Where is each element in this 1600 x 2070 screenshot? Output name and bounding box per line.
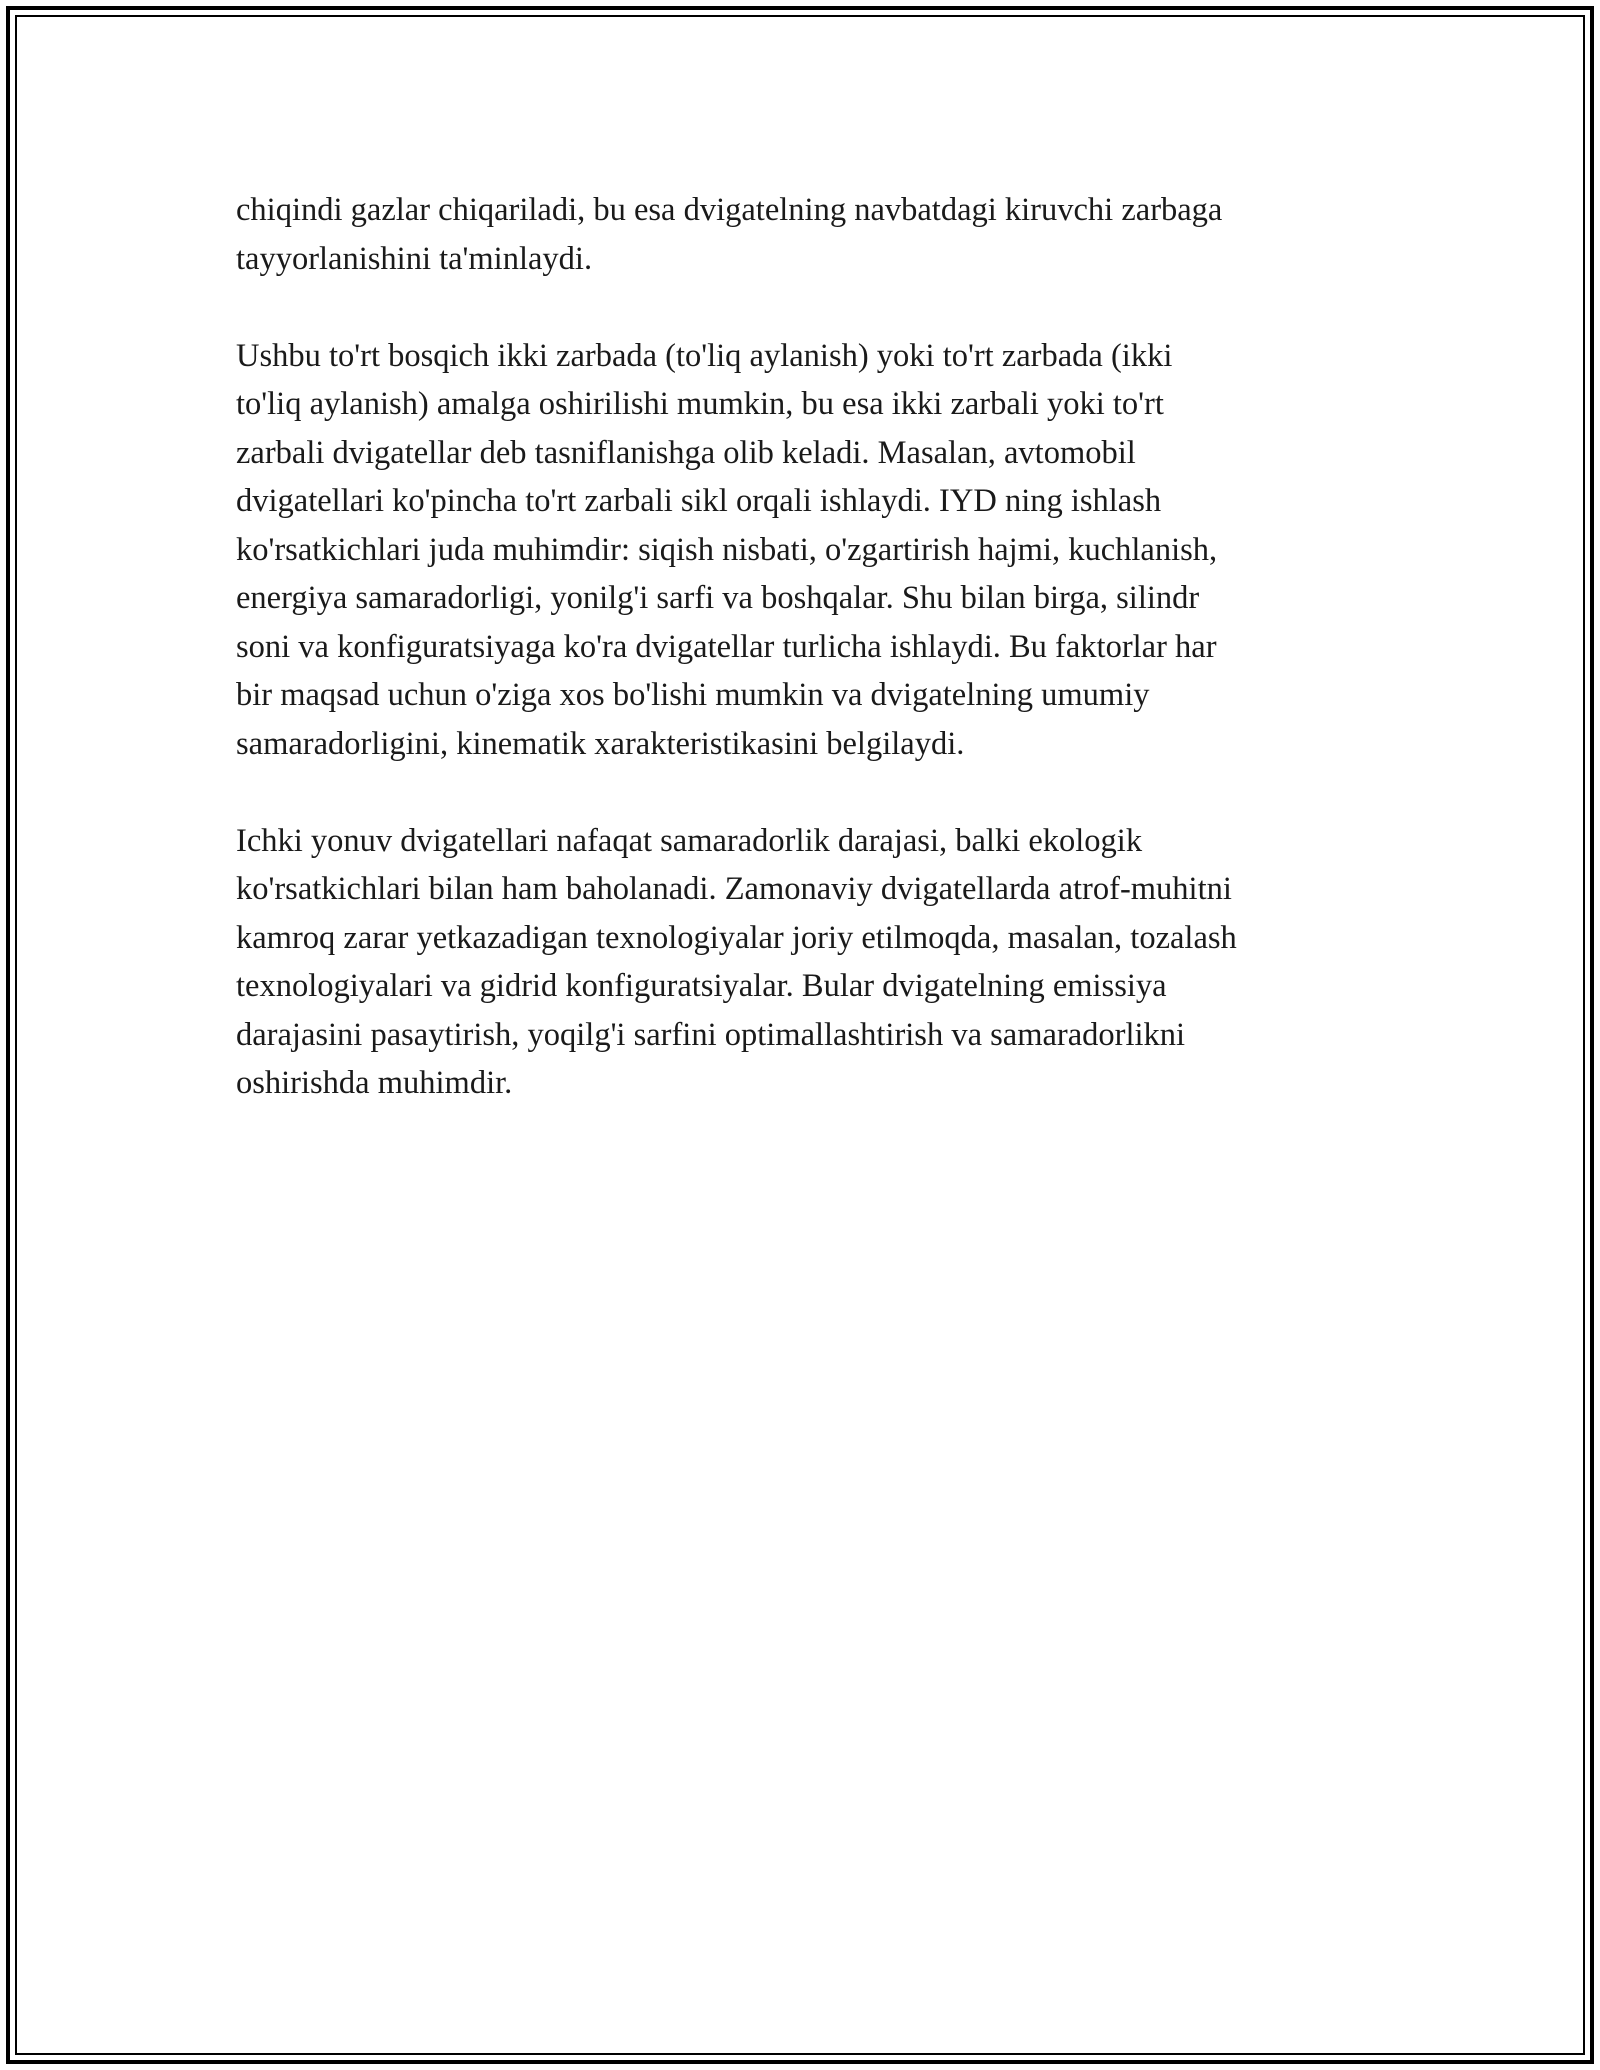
text-line: Ushbu to'rt bosqich ikki zarbada (to'liq aylanish) yoki to'rt zarbada (ikki: [236, 337, 1173, 374]
text-line: texnologiyalari va gidrid konfiguratsiyalar. Bular dvigatelning emissiya: [236, 968, 1167, 1004]
paragraph-1: [236, 186, 1376, 283]
text-line: kamroq zarar yetkazadigan texnologiyalar joriy etilmoqda, masalan, tozalash: [236, 919, 1237, 956]
text-line: ko'rsatkichlari juda muhimdir: siqish nisbati, o'zgartirish hajmi, kuchlanish,: [236, 531, 1218, 568]
text-line: samaradorligini, kinematik xarakteristikasini belgilaydi.: [236, 725, 965, 762]
text-line: chiqindi gazlar chiqariladi, bu esa dvigatelning navbatdagi kiruvchi zarbaga: [236, 192, 1223, 228]
text-line: darajasini pasaytirish, yoqilg'i sarfini optimallashtirish va samaradorlikni: [236, 1016, 1186, 1053]
text-line: oshirishda muhimdir.: [236, 1065, 513, 1101]
text-line: to'liq aylanish) amalga oshirilishi mumkin, bu esa ikki zarbali yoki to'rt: [236, 386, 1164, 422]
text-line: energiya samaradorligi, yonilg'i sarfi va boshqalar. Shu bilan birga, silindr: [236, 580, 1200, 616]
text-line: zarbali dvigatellar deb tasniflanishga olib keladi. Masalan, avtomobil: [236, 434, 1136, 471]
document-body: [236, 186, 1376, 1156]
text-line: dvigatellari ko'pincha to'rt zarbali sikl orqali ishlaydi. IYD ning ishlash: [236, 483, 1162, 519]
paragraph-2: [236, 332, 1376, 769]
paragraph-3: [236, 817, 1376, 1108]
text-line: ko'rsatkichlari bilan ham baholanadi. Zamonaviy dvigatellarda atrof-muhitni: [236, 871, 1232, 907]
text-line: bir maqsad uchun o'ziga xos bo'lishi mumkin va dvigatelning umumiy: [236, 677, 1150, 713]
text-line: soni va konfiguratsiyaga ko'ra dvigatellar turlicha ishlaydi. Bu faktorlar har: [236, 628, 1217, 665]
text-line: tayyorlanishini ta'minlaydi.: [236, 240, 593, 277]
text-line: Ichki yonuv dvigatellari nafaqat samaradorlik darajasi, balki ekologik: [236, 822, 1143, 859]
